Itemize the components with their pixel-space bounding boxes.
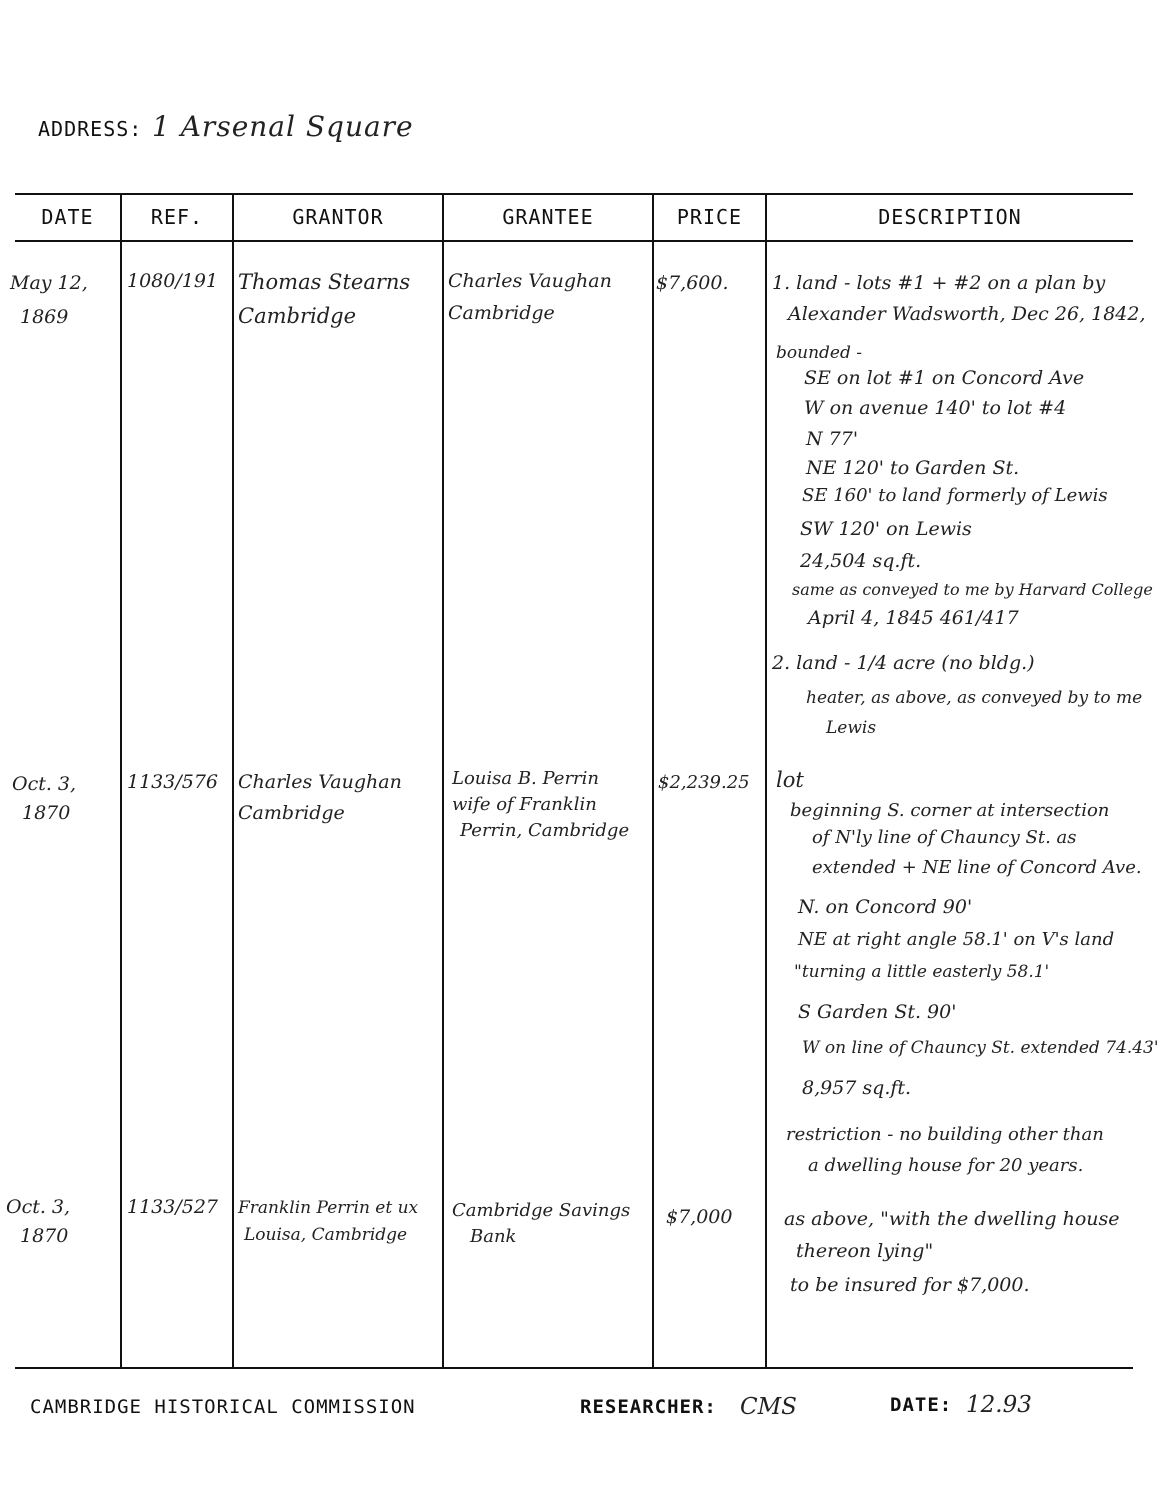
description-line: Alexander Wadsworth, Dec 26, 1842, <box>788 303 1146 325</box>
record-grantor-line: Louisa, Cambridge <box>244 1225 408 1245</box>
description-line: 2. land - 1/4 acre (no bldg.) <box>772 652 1035 674</box>
column-header-ref: REF. <box>150 205 204 229</box>
col-divider-5 <box>765 195 767 1367</box>
record-price: $7,600. <box>656 272 729 294</box>
record-grantee-line: Perrin, Cambridge <box>460 820 630 841</box>
record-date-line: 1870 <box>22 802 71 824</box>
record-date-line: 1869 <box>20 306 69 328</box>
footer-researcher-label: RESEARCHER: <box>580 1396 717 1418</box>
description-line: same as conveyed to me by Harvard College <box>792 580 1153 599</box>
description-line: 1. land - lots #1 + #2 on a plan by <box>772 272 1106 294</box>
col-divider-1 <box>120 195 122 1367</box>
record-price: $7,000 <box>666 1206 733 1228</box>
column-header-price: PRICE <box>676 205 743 229</box>
record-date-line: Oct. 3, <box>6 1196 71 1218</box>
record-grantee-line: wife of Franklin <box>452 794 597 815</box>
record-grantee-line: Bank <box>470 1226 517 1247</box>
description-line: S Garden St. 90' <box>798 1001 957 1023</box>
record-grantor-line: Thomas Stearns <box>238 270 411 294</box>
record-grantee-line: Charles Vaughan <box>448 270 612 292</box>
description-line: extended + NE line of Concord Ave. <box>812 857 1142 878</box>
table-top-rule <box>15 193 1133 195</box>
header-bottom-rule <box>15 240 1133 242</box>
record-date-line: 1870 <box>20 1225 69 1247</box>
col-divider-2 <box>232 195 234 1367</box>
description-line: "turning a little easterly 58.1' <box>794 962 1050 982</box>
description-line: as above, "with the dwelling house <box>784 1208 1120 1230</box>
description-line: SW 120' on Lewis <box>800 518 972 540</box>
record-date-line: May 12, <box>10 272 88 294</box>
address-label: ADDRESS: <box>38 117 143 141</box>
record-grantee-line: Louisa B. Perrin <box>452 768 600 789</box>
description-line: 8,957 sq.ft. <box>802 1077 912 1099</box>
record-grantee-line: Cambridge <box>448 302 555 324</box>
column-header-grantor: GRANTOR <box>292 205 384 229</box>
description-line: NE at right angle 58.1' on V's land <box>798 929 1115 950</box>
table-bottom-rule <box>15 1367 1133 1369</box>
description-line: April 4, 1845 461/417 <box>808 607 1019 629</box>
record-ref: 1080/191 <box>127 270 219 292</box>
description-line: W on avenue 140' to lot #4 <box>804 397 1067 419</box>
address-value: 1 Arsenal Square <box>152 110 414 143</box>
record-grantor-line: Cambridge <box>238 304 357 328</box>
footer-organization: CAMBRIDGE HISTORICAL COMMISSION <box>30 1396 416 1418</box>
description-line: bounded - <box>776 343 862 363</box>
description-line: Lewis <box>826 718 877 738</box>
description-line: 24,504 sq.ft. <box>800 550 922 572</box>
description-line: heater, as above, as conveyed by to me <box>806 688 1143 708</box>
description-line: restriction - no building other than <box>786 1124 1104 1145</box>
column-header-grantee: GRANTEE <box>502 205 594 229</box>
description-line: N. on Concord 90' <box>798 896 973 918</box>
col-divider-3 <box>442 195 444 1367</box>
record-ref: 1133/576 <box>127 771 219 793</box>
description-line: a dwelling house for 20 years. <box>808 1155 1084 1176</box>
footer-date-value: 12.93 <box>966 1392 1032 1418</box>
record-ref: 1133/527 <box>127 1196 219 1218</box>
description-line: beginning S. corner at intersection <box>790 800 1110 821</box>
record-date-line: Oct. 3, <box>12 773 77 795</box>
description-line: SE 160' to land formerly of Lewis <box>802 485 1108 506</box>
description-line: N 77' <box>806 428 859 450</box>
description-line: SE on lot #1 on Concord Ave <box>804 367 1085 389</box>
record-grantee-line: Cambridge Savings <box>452 1200 631 1221</box>
description-line: to be insured for $7,000. <box>790 1274 1030 1296</box>
footer-date-label: DATE: <box>890 1394 953 1416</box>
description-line: of N'ly line of Chauncy St. as <box>812 827 1077 848</box>
description-line: NE 120' to Garden St. <box>806 457 1020 479</box>
footer-researcher-value: CMS <box>740 1394 797 1420</box>
column-header-date: DATE <box>41 205 94 229</box>
description-line: thereon lying" <box>796 1240 934 1262</box>
column-header-description: DESCRIPTION <box>878 205 1022 229</box>
record-grantor-line: Cambridge <box>238 802 345 824</box>
description-line: lot <box>776 768 804 792</box>
record-grantor-line: Charles Vaughan <box>238 771 402 793</box>
record-grantor-line: Franklin Perrin et ux <box>238 1198 419 1218</box>
record-price: $2,239.25 <box>658 772 750 793</box>
description-line: W on line of Chauncy St. extended 74.43' <box>802 1038 1159 1058</box>
col-divider-4 <box>652 195 654 1367</box>
